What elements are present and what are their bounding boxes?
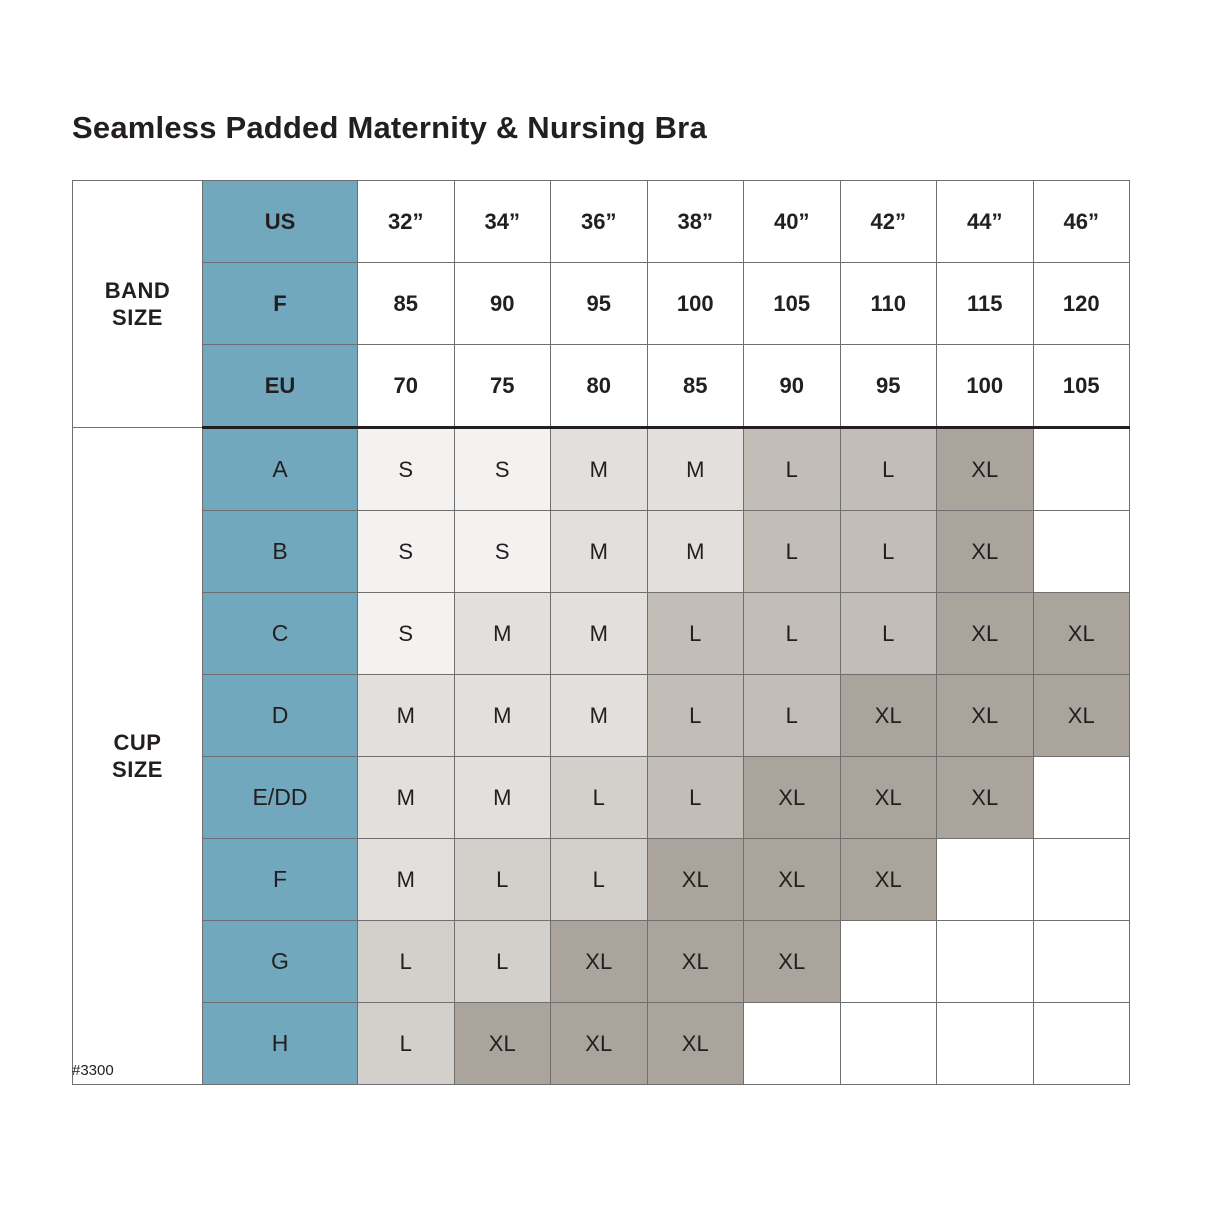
size-cell: L (840, 593, 937, 675)
table-row (73, 1003, 1130, 1085)
size-cell: M (551, 593, 648, 675)
band-size-value: 75 (454, 345, 551, 428)
size-cell: L (454, 921, 551, 1003)
band-size-value: 42” (840, 181, 937, 263)
size-cell: L (840, 511, 937, 593)
size-cell (937, 839, 1034, 921)
size-cell (1033, 511, 1130, 593)
band-size-value: 80 (551, 345, 648, 428)
band-size-value: 105 (744, 263, 841, 345)
table-row (73, 839, 1130, 921)
size-cell (1033, 921, 1130, 1003)
band-size-value: 85 (358, 263, 455, 345)
table-row (73, 921, 1130, 1003)
size-cell: XL (937, 757, 1034, 839)
size-cell: M (647, 428, 744, 511)
size-cell: XL (840, 757, 937, 839)
row-group-band-size (73, 181, 203, 428)
band-row-label: EU (203, 345, 358, 428)
size-table-body (73, 181, 1130, 1085)
size-cell: M (551, 511, 648, 593)
cup-row-label: D (203, 675, 358, 757)
table-row (73, 428, 1130, 511)
size-cell: M (454, 593, 551, 675)
page-title: Seamless Padded Maternity & Nursing Bra (72, 110, 707, 145)
style-number: #3300 (72, 1062, 114, 1079)
size-cell (1033, 1003, 1130, 1085)
size-cell: L (647, 675, 744, 757)
row-group-cup-line2: SIZE (112, 757, 163, 782)
size-cell: S (454, 511, 551, 593)
size-cell (744, 1003, 841, 1085)
band-size-value: 46” (1033, 181, 1130, 263)
size-cell: L (744, 675, 841, 757)
size-cell: L (744, 428, 841, 511)
size-cell: XL (937, 675, 1034, 757)
size-cell: M (454, 675, 551, 757)
band-size-value: 100 (937, 345, 1034, 428)
size-cell: L (454, 839, 551, 921)
size-cell: M (551, 428, 648, 511)
band-size-value: 100 (647, 263, 744, 345)
size-cell: L (840, 428, 937, 511)
band-size-value: 44” (937, 181, 1034, 263)
size-cell: L (551, 757, 648, 839)
size-cell: XL (551, 1003, 648, 1085)
cup-row-label: G (203, 921, 358, 1003)
cup-row-label: E/DD (203, 757, 358, 839)
size-cell: S (358, 511, 455, 593)
cup-row-label: A (203, 428, 358, 511)
band-size-value: 34” (454, 181, 551, 263)
band-size-value: 115 (937, 263, 1034, 345)
size-cell: XL (937, 428, 1034, 511)
table-row (73, 675, 1130, 757)
band-size-value: 36” (551, 181, 648, 263)
size-cell: M (358, 675, 455, 757)
band-size-value: 32” (358, 181, 455, 263)
band-size-value: 95 (840, 345, 937, 428)
band-size-value: 105 (1033, 345, 1130, 428)
size-cell: S (358, 593, 455, 675)
band-size-value: 120 (1033, 263, 1130, 345)
size-cell: XL (840, 839, 937, 921)
size-cell: S (358, 428, 455, 511)
table-row (73, 757, 1130, 839)
row-group-band-line2: SIZE (112, 305, 163, 330)
row-group-band-line1: BAND (104, 277, 171, 303)
size-cell (840, 1003, 937, 1085)
band-size-value: 90 (744, 345, 841, 428)
size-cell: XL (647, 1003, 744, 1085)
size-cell: XL (454, 1003, 551, 1085)
size-cell (937, 1003, 1034, 1085)
cup-row-label: F (203, 839, 358, 921)
cup-row-label: H (203, 1003, 358, 1085)
band-row-label: F (203, 263, 358, 345)
size-cell: M (454, 757, 551, 839)
size-cell: XL (744, 757, 841, 839)
size-cell: M (358, 757, 455, 839)
row-group-cup-size (73, 428, 203, 1085)
size-cell: XL (647, 921, 744, 1003)
size-cell (840, 921, 937, 1003)
size-cell: XL (647, 839, 744, 921)
size-cell: XL (937, 511, 1034, 593)
band-size-value: 85 (647, 345, 744, 428)
cup-row-label: C (203, 593, 358, 675)
size-cell (1033, 839, 1130, 921)
size-cell: XL (551, 921, 648, 1003)
size-cell: M (551, 675, 648, 757)
band-size-value: 40” (744, 181, 841, 263)
size-cell: XL (937, 593, 1034, 675)
size-cell: L (744, 593, 841, 675)
band-row-label: US (203, 181, 358, 263)
table-row (73, 511, 1130, 593)
band-size-value: 90 (454, 263, 551, 345)
size-cell: L (744, 511, 841, 593)
size-cell: M (358, 839, 455, 921)
band-size-value: 38” (647, 181, 744, 263)
band-size-value: 70 (358, 345, 455, 428)
row-group-cup-line1: CUP (113, 729, 162, 755)
size-cell: XL (744, 921, 841, 1003)
size-cell: XL (1033, 593, 1130, 675)
cup-row-label: B (203, 511, 358, 593)
size-cell: L (358, 921, 455, 1003)
size-cell: M (647, 511, 744, 593)
size-cell: L (551, 839, 648, 921)
table-row (73, 593, 1130, 675)
size-cell: L (647, 757, 744, 839)
band-size-value: 110 (840, 263, 937, 345)
size-cell (1033, 757, 1130, 839)
size-chart (72, 180, 1129, 1085)
size-cell: XL (1033, 675, 1130, 757)
band-size-value: 95 (551, 263, 648, 345)
size-cell (937, 921, 1034, 1003)
size-cell: L (647, 593, 744, 675)
size-table (72, 180, 1130, 1085)
size-cell: L (358, 1003, 455, 1085)
size-cell: XL (840, 675, 937, 757)
size-cell (1033, 428, 1130, 511)
size-cell: S (454, 428, 551, 511)
size-cell: XL (744, 839, 841, 921)
